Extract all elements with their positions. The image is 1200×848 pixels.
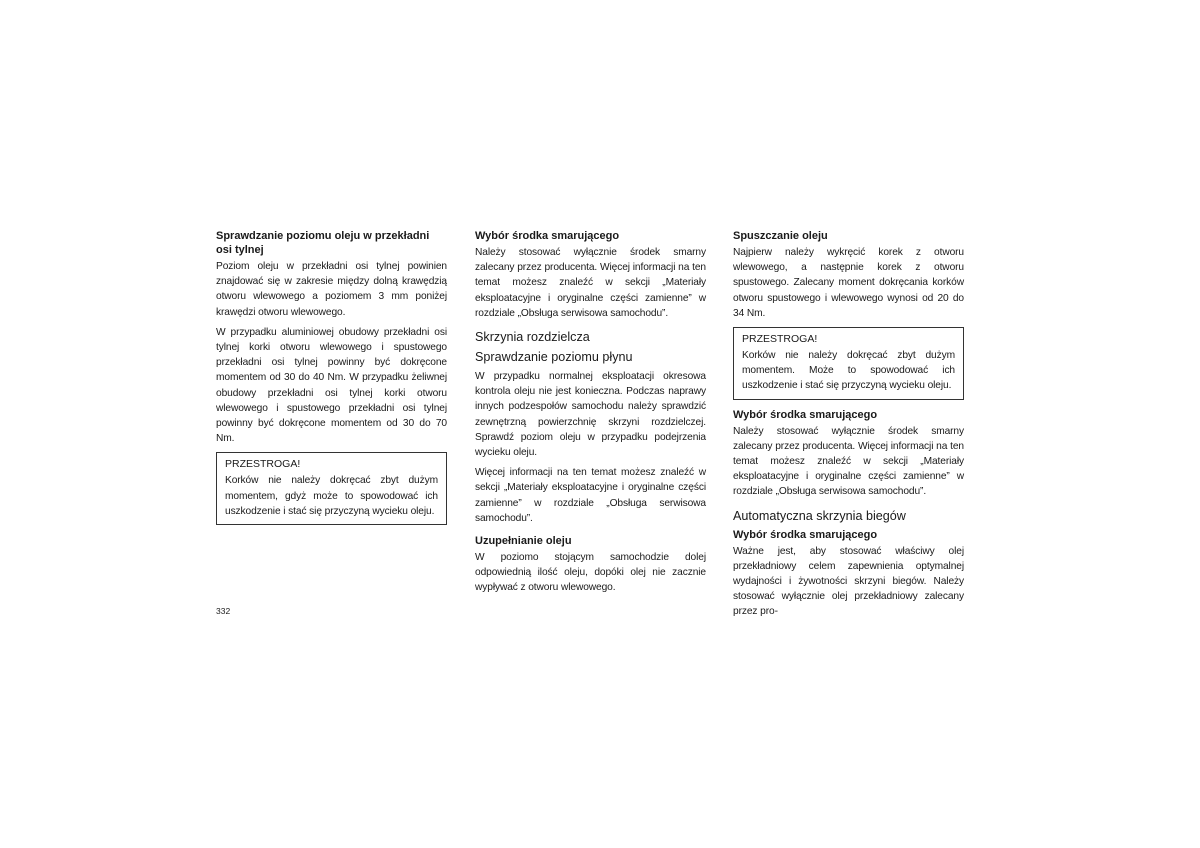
heading-lubricant-selection: Wybór środka smarującego	[475, 230, 620, 242]
column-right	[733, 229, 964, 625]
heading-lubricant-selection-atf: Wybór środka smarującego	[733, 528, 878, 541]
paragraph-torque-specs: W przypadku aluminiowej obudowy przekładni osi tylnej korki otworu wlewowego i spustowego przekładni osi tylnej powinny być dokręcone momentem od 30 do 40 Nm. W przypadku żeliwnej obudowy przekładni osi tylnej korki otworu wlewowego i spustowego przekładni osi tylnej powinny być dokręcone momentem od 30 do 70 Nm.	[216, 326, 447, 445]
paragraph-lubricant: Należy stosować wyłącznie środek smarny zalecany przez producenta. Więcej informacji na ten temat możesz znaleźć w sekcji „Materiały eksploatacyjne i oryginalne części zamienne” w rozdziale „Obsługa serwisowa samochodu”.	[733, 425, 964, 498]
warning-text: Korków nie należy dokręcać zbyt dużym momentem. Może to spowodować ich uszkodzenie i stać się przyczyną wycieku oleju.	[742, 350, 955, 392]
section-transfer-case: Skrzynia rozdzielcza	[475, 330, 590, 345]
column-middle	[475, 229, 706, 601]
warning-text: Korków nie należy dokręcać zbyt dużym momentem, gdyż może to spowodować ich uszkodzenie i stać się przyczyną wycieku oleju.	[225, 475, 438, 517]
heading-oil-refill: Uzupełnianie oleju	[475, 535, 572, 548]
heading-rear-axle-oil-check: Sprawdzanie poziomu oleju w przekładni osi tylnej	[216, 230, 430, 256]
paragraph-fluid-check: W przypadku normalnej eksploatacji okresowa kontrola oleju nie jest konieczna. Podczas naprawy innych podzespołów samochodu należy sprawdzić zewnętrzną powierzchnię skrzyni rozdzielczej. Sprawdź poziom oleju w przypadku podejrzenia wycieku oleju.	[475, 371, 706, 459]
warning-box	[733, 327, 964, 400]
warning-title: PRZESTROGA!	[225, 458, 301, 471]
heading-lubricant-selection: Wybór środka smarującego	[733, 408, 878, 421]
section-automatic-transmission: Automatyczna skrzynia biegów	[733, 508, 906, 523]
paragraph-oil-refill: W poziomo stojącym samochodzie dolej odpowiednią ilość oleju, dopóki olej nie zacznie wypływać z otworu wlewowego.	[475, 552, 706, 594]
paragraph-oil-level: Poziom oleju w przekładni osi tylnej powinien znajdować się w zakresie między dolną krawędzią otworu wlewowego a poziomem 3 mm poniżej krawędzi otworu wlewowego.	[216, 261, 447, 318]
paragraph-lubricant: Należy stosować wyłącznie środek smarny zalecany przez producenta. Więcej informacji na ten temat możesz znaleźć w sekcji „Materiały eksploatacyjne i oryginalne części zamienne” w rozdziale „Obsługa serwisowa samochodu”.	[475, 247, 706, 319]
warning-box	[216, 452, 447, 525]
paragraph-more-info: Więcej informacji na ten temat możesz znaleźć w sekcji „Materiały eksploatacyjne i oryginalne części zamienne” w rozdziale „Obsługa serwisowa samochodu”.	[475, 467, 706, 524]
heading-oil-drain: Spuszczanie oleju	[733, 230, 828, 242]
paragraph-transmission-oil: Ważne jest, aby stosować właściwy olej przekładniowy celem zapewnienia optymalnej wydajności i żywotności skrzyni biegów. Należy stosować wyłącznie olej przekładniowy zalecany przez pro-	[733, 545, 964, 618]
warning-title: PRZESTROGA!	[742, 333, 818, 346]
column-left	[216, 229, 447, 533]
section-fluid-level-check: Sprawdzanie poziomu płynu	[475, 350, 633, 365]
paragraph-oil-drain: Najpierw należy wykręcić korek z otworu wlewowego, a następnie korek z otworu spustowego. Zalecany moment dokręcania korków otworu spustowego i wlewowego wynosi od 20 do 34 Nm.	[733, 247, 964, 319]
page-number: 332	[216, 606, 231, 616]
